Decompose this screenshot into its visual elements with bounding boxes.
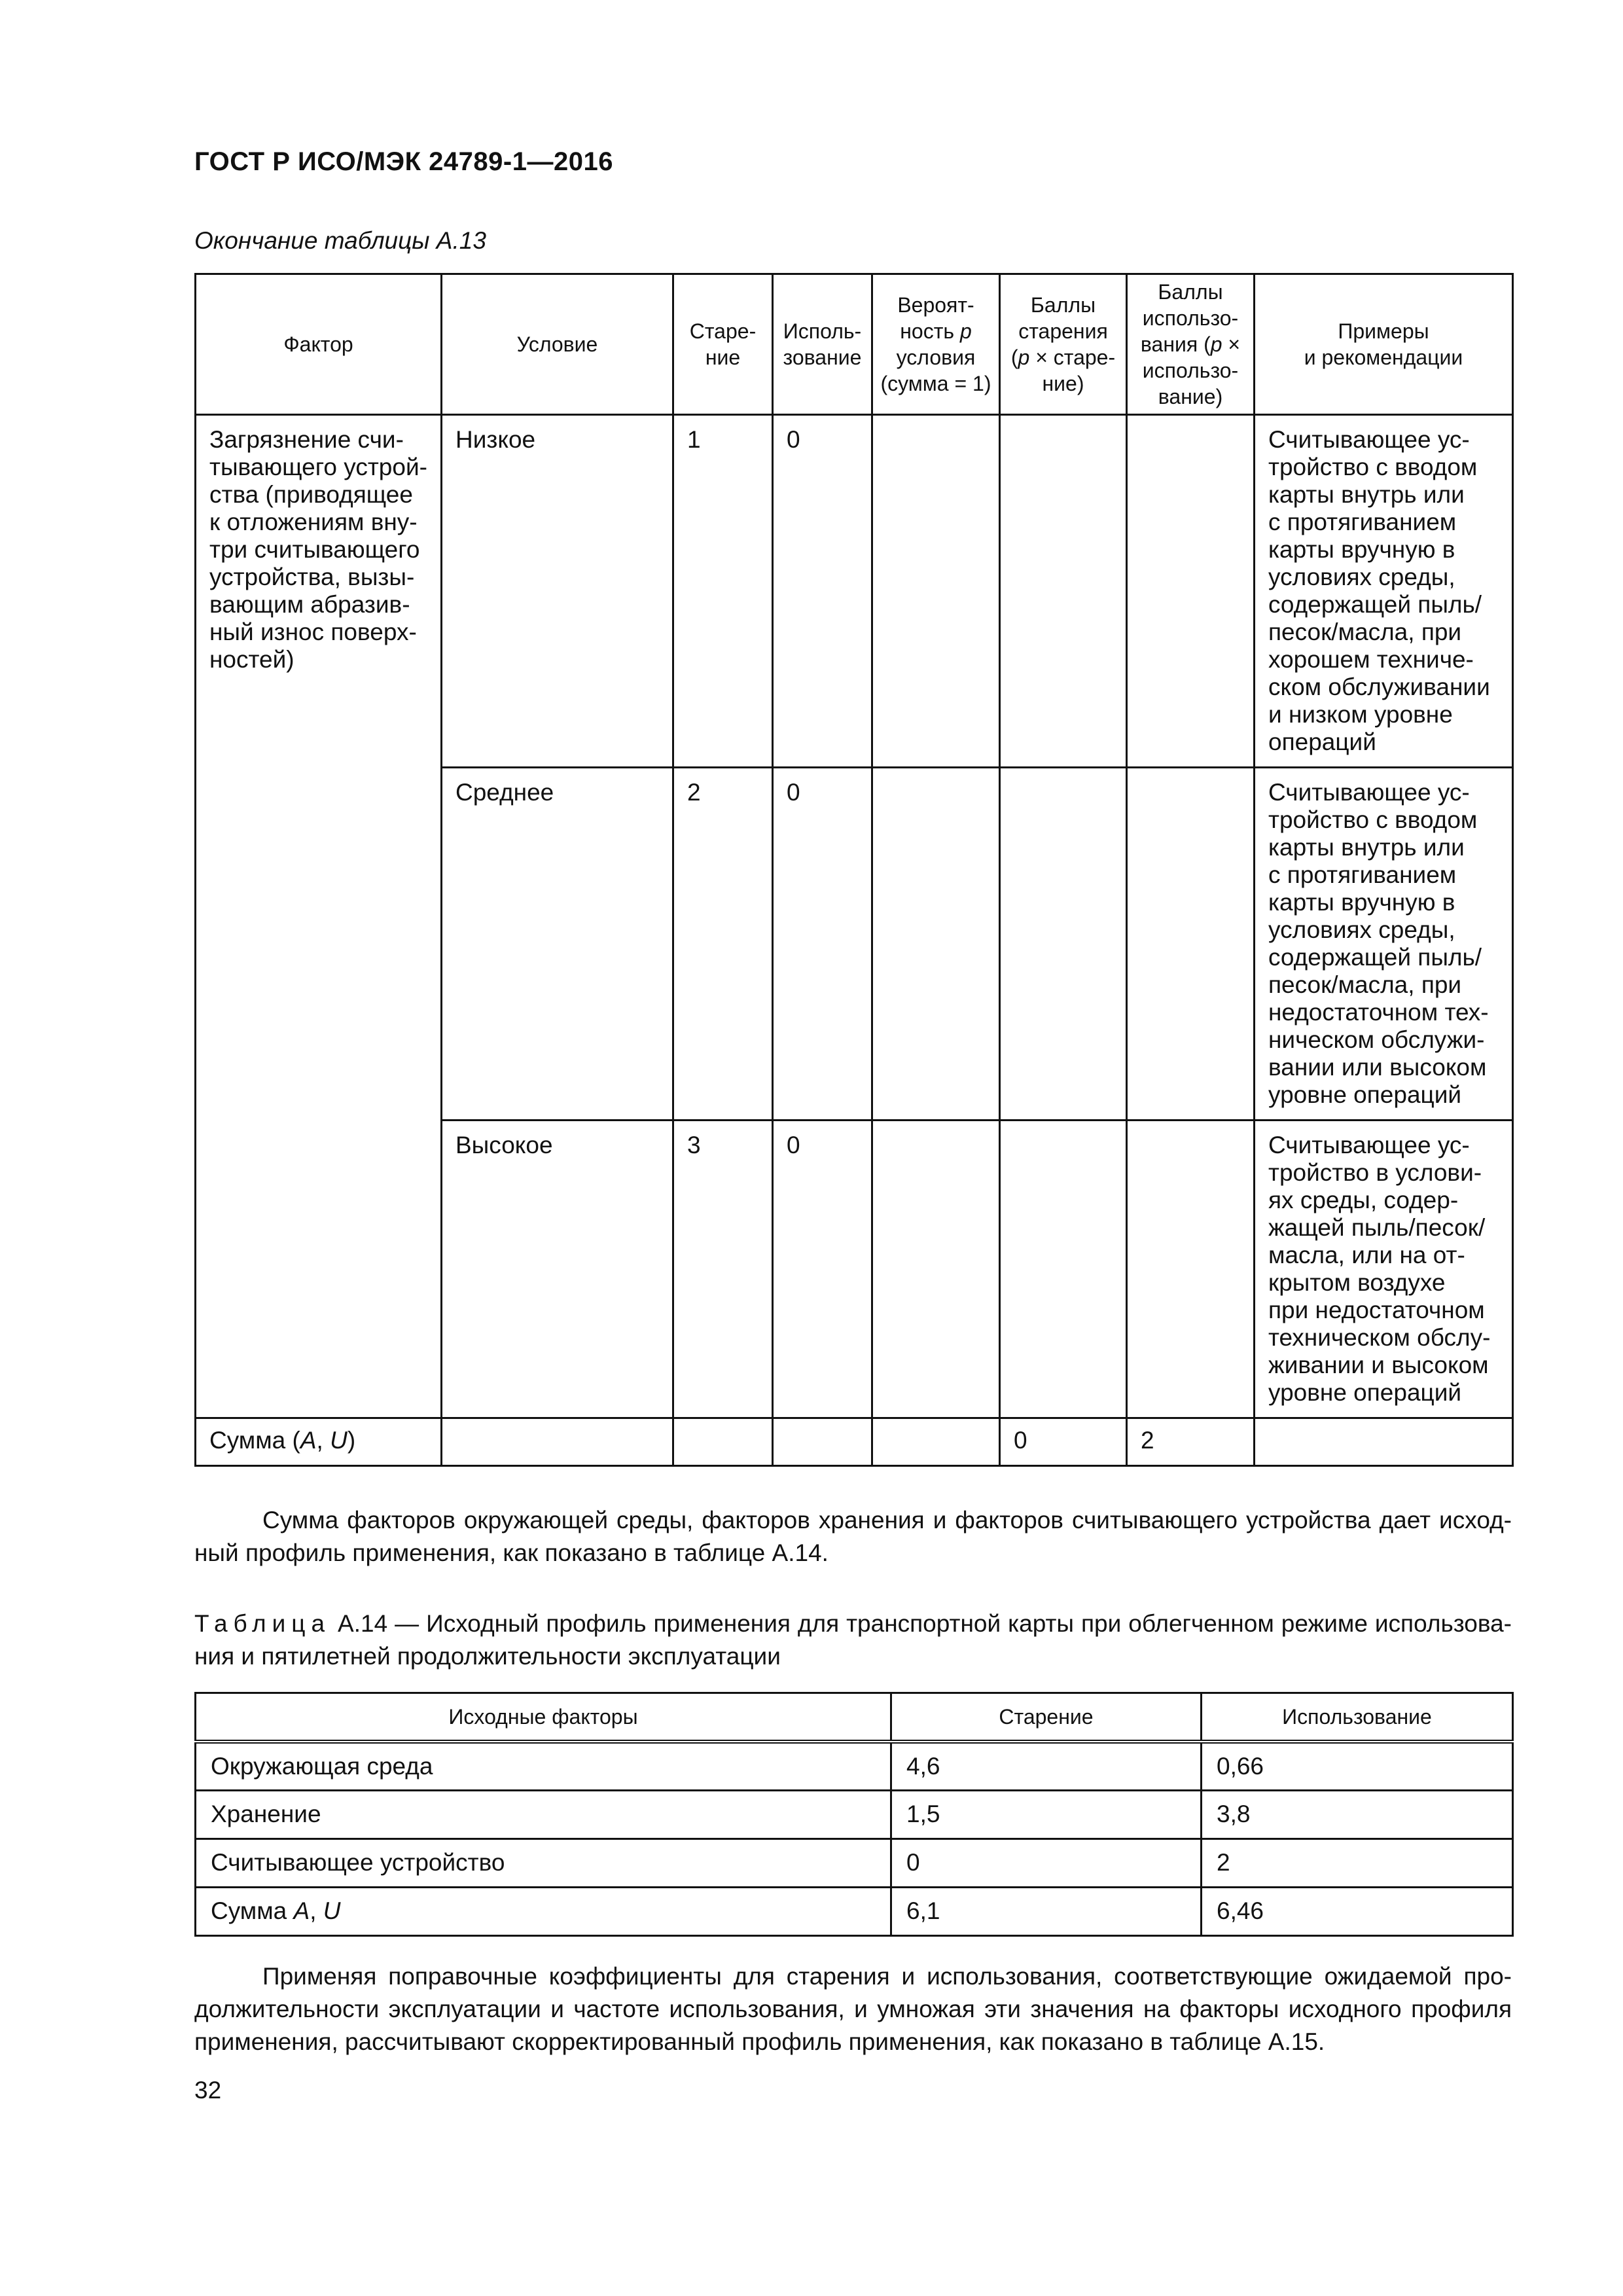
page-number: 32 xyxy=(194,2077,222,2104)
sum-label: Сумма (A, U) xyxy=(196,1418,442,1466)
paragraph-corrected-profile: Применяя поправочные коэффициенты для старения и использования, соответствующие ожидаемой про-должительности эксплуатации и частоте использования, и умножая эти значения на факторы исходного профиля применения, рассчитывают скорректированный профиль применения, как показано в таблице А.15. xyxy=(194,1963,1512,2055)
condition-cell: Высокое xyxy=(442,1121,673,1418)
probability-cell xyxy=(872,1121,1000,1418)
aging-cell: 2 xyxy=(673,768,773,1121)
condition-cell: Среднее xyxy=(442,768,673,1121)
sum-usage-points: 2 xyxy=(1127,1418,1255,1466)
usage-points-cell xyxy=(1127,415,1255,768)
aging-points-cell xyxy=(1000,1121,1127,1418)
example-cell: Считывающее ус- тройство с вводом карты внутрь или с протягиванием карты вручную в условиях среды, содержащей пыль/ песок/масла, при хорошем техниче- ском обслуживании и низком уровне операций xyxy=(1255,415,1513,768)
empty-cell xyxy=(673,1418,773,1466)
sum-usage: 6,46 xyxy=(1202,1887,1513,1935)
example-cell: Считывающее ус- тройство в услови- ях среды, содер- жащей пыль/песок/ масла, или на от- крытом воздухе при недостаточном техническом обслу- живании и высоком уровне операций xyxy=(1255,1121,1513,1418)
table-row xyxy=(196,1839,1513,1887)
probability-cell xyxy=(872,768,1000,1121)
table-row xyxy=(196,1790,1513,1839)
col-header-condition: Условие xyxy=(442,274,673,415)
factor-cell: Загрязнение счи- тывающего устрой- ства (приводящее к отложениям вну- три считывающего устройства, вызы- вающим абразив- ный износ поверх- ностей) xyxy=(196,415,442,1418)
usage-cell: 2 xyxy=(1202,1839,1513,1887)
col-header-usage: Исполь- зование xyxy=(773,274,872,415)
table-a14-title: Таблица А.14 — Исходный профиль применения для транспортной карты при облегченном режиме использова-ния и пятилетней продолжительности эксплуатации xyxy=(194,1610,1512,1670)
factor-cell: Хранение xyxy=(196,1790,891,1839)
aging-cell: 0 xyxy=(891,1839,1202,1887)
factor-cell: Считывающее устройство xyxy=(196,1839,891,1887)
table-a14 xyxy=(194,1692,1514,1937)
table-continuation-caption: Окончание таблицы А.13 xyxy=(194,227,486,254)
factor-cell: Окружающая среда xyxy=(196,1742,891,1790)
sum-label: Сумма A, U xyxy=(196,1887,891,1935)
empty-cell xyxy=(442,1418,673,1466)
col-header-aging: Старение xyxy=(891,1693,1202,1742)
col-header-examples: Примеры и рекомендации xyxy=(1255,274,1513,415)
document-header: ГОСТ Р ИСО/МЭК 24789-1—2016 xyxy=(194,147,613,176)
aging-cell: 3 xyxy=(673,1121,773,1418)
aging-points-cell xyxy=(1000,768,1127,1121)
table-sum-row xyxy=(196,1887,1513,1935)
table-a14-header-row xyxy=(196,1693,1513,1742)
usage-points-cell xyxy=(1127,1121,1255,1418)
table-a13 xyxy=(194,273,1514,1467)
col-header-probability: Вероят- ность p условия (сумма = 1) xyxy=(872,274,1000,415)
probability-cell xyxy=(872,415,1000,768)
example-cell: Считывающее ус- тройство с вводом карты внутрь или с протягиванием карты вручную в условиях среды, содержащей пыль/ песок/масла, при недостаточном тех- ническом обслужи- вании или высоком уровне операций xyxy=(1255,768,1513,1121)
col-header-aging: Старе- ние xyxy=(673,274,773,415)
col-header-initial-factors: Исходные факторы xyxy=(196,1693,891,1742)
usage-cell: 0,66 xyxy=(1202,1742,1513,1790)
aging-cell: 1,5 xyxy=(891,1790,1202,1839)
usage-cell: 0 xyxy=(773,768,872,1121)
aging-points-cell xyxy=(1000,415,1127,768)
table-sum-row xyxy=(196,1418,1513,1466)
aging-cell: 1 xyxy=(673,415,773,768)
empty-cell xyxy=(1255,1418,1513,1466)
condition-cell: Низкое xyxy=(442,415,673,768)
empty-cell xyxy=(872,1418,1000,1466)
table-row xyxy=(196,1742,1513,1790)
aging-cell: 4,6 xyxy=(891,1742,1202,1790)
sum-aging-points: 0 xyxy=(1000,1418,1127,1466)
col-header-usage-points: Баллы использо- вания (p × использо- вание) xyxy=(1127,274,1255,415)
usage-cell: 3,8 xyxy=(1202,1790,1513,1839)
sum-aging: 6,1 xyxy=(891,1887,1202,1935)
table-a13-header-row xyxy=(196,274,1513,415)
col-header-factor: Фактор xyxy=(196,274,442,415)
usage-cell: 0 xyxy=(773,1121,872,1418)
usage-cell: 0 xyxy=(773,415,872,768)
table-row xyxy=(196,415,1513,768)
empty-cell xyxy=(773,1418,872,1466)
col-header-usage: Использование xyxy=(1202,1693,1513,1742)
col-header-aging-points: Баллы старения (p × старе- ние) xyxy=(1000,274,1127,415)
usage-points-cell xyxy=(1127,768,1255,1121)
paragraph-sum-profile: Сумма факторов окружающей среды, факторов хранения и факторов считывающего устройства дает исход-ный профиль применения, как показано в таблице А.14. xyxy=(194,1507,1512,1566)
